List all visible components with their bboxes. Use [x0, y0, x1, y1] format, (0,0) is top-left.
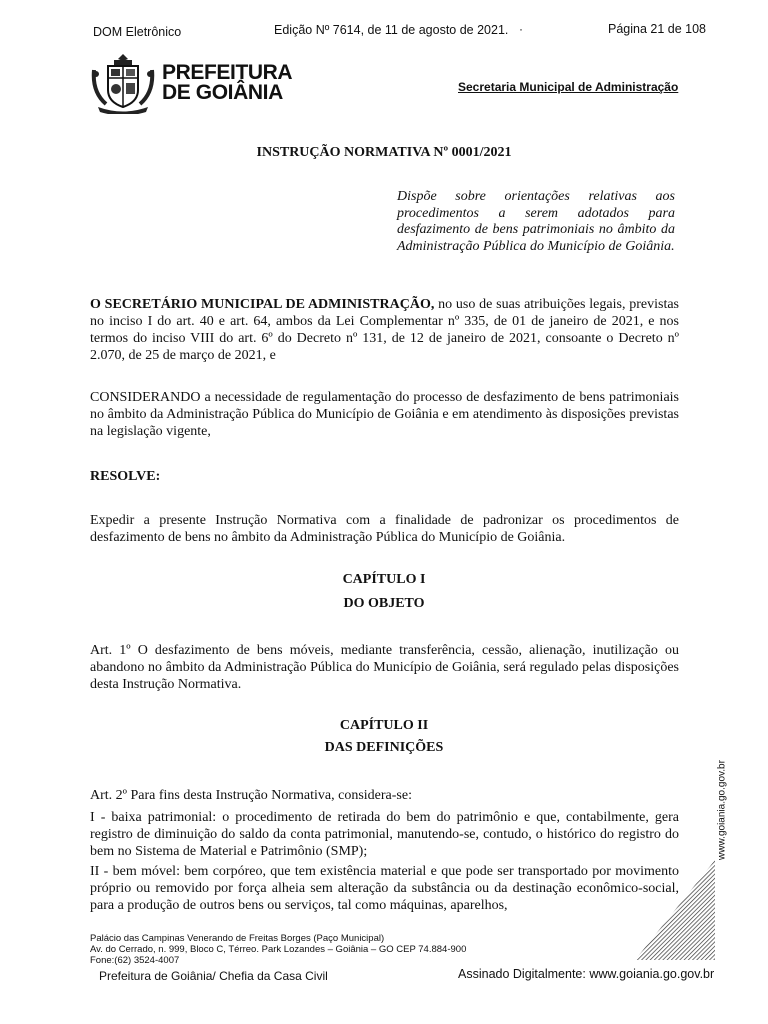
header-publication-name: DOM Eletrônico	[93, 25, 182, 39]
chapter-1-heading: CAPÍTULO I	[342, 572, 426, 587]
brand-line-2: DE GOIÂNIA	[162, 81, 283, 104]
header-dot-mark: ·	[519, 22, 523, 36]
document-title: INSTRUÇÃO NORMATIVA Nº 0001/2021	[256, 145, 512, 160]
coat-of-arms-icon	[90, 52, 156, 114]
footer-address-line-1: Palácio das Campinas Venerando de Freitas Borges (Paço Municipal)	[90, 933, 385, 944]
preamble-text: no uso de suas atribuições legais, previstas no inciso I do art. 40 e art. 64, ambos da Lei Complementar nº 335, de 01 de janeiro de 2021, e nos termos do inciso VIII do art. 6º do Decreto nº 131, de 12 de janeiro de 2021, consoante o Decreto nº 2.070, de 25 de março de 2021, e	[90, 297, 679, 363]
article-2-item-2: II - bem móvel: bem corpóreo, que tem existência material e que pode ser transportado por movimento próprio ou removido por força alheia sem alteração da substância ou da destinação econômico-social, para a produção de outros bens ou serviços, tal como máquinas, aparelhos,	[90, 864, 679, 913]
article-2-item-1: I - baixa patrimonial: o procedimento de retirada do bem do patrimônio e que, contabilmente, gera registro de diminuição do saldo da conta patrimonial, manutendo-se, contudo, o histórico do registro do bem no Sistema de Material e Patrimônio (SMP);	[90, 810, 679, 859]
brand-line-1: PREFEITURA	[162, 61, 293, 84]
side-url-text: www.goiania.go.gov.br	[716, 760, 728, 860]
footer-address	[90, 933, 466, 966]
considerando-paragraph: CONSIDERANDO a necessidade de regulamentação do processo de desfazimento de bens patrimoniais no âmbito da Administração Pública do Município de Goiânia e em atendimento às disposições previstas na legislação vigente,	[90, 390, 679, 439]
chapter-1-subtitle: DO OBJETO	[343, 596, 425, 611]
preamble-paragraph	[90, 296, 679, 364]
chapter-2-heading: CAPÍTULO II	[339, 718, 429, 733]
article-1: Art. 1º O desfazimento de bens móveis, mediante transferência, cessão, alienação, inutilização ou abandono no âmbito da Administração Pública do Município de Goiânia, será regulado pelas disposições desta Instrução Normativa.	[90, 643, 679, 692]
resolve-heading: RESOLVE:	[90, 469, 161, 484]
chapter-2-subtitle: DAS DEFINIÇÕES	[324, 740, 444, 755]
preamble-bold-lead: O SECRETÁRIO MUNICIPAL DE ADMINISTRAÇÃO,	[90, 297, 435, 312]
footer-signature-note: Assinado Digitalmente: www.goiania.go.gov.br	[458, 967, 715, 981]
expedir-paragraph: Expedir a presente Instrução Normativa com a finalidade de padronizar os procedimentos de desfazimento de bens no âmbito da Administração Pública do Município de Goiânia.	[90, 513, 679, 545]
corner-stamp-graphic	[635, 860, 715, 960]
header-page-number: Página 21 de 108	[608, 22, 707, 36]
brand-name	[162, 63, 292, 103]
header-edition: Edição Nº 7614, de 11 de agosto de 2021.	[274, 23, 509, 37]
document-summary: Dispõe sobre orientações relativas aos procedimentos a serem adotados para desfazimento de bens patrimoniais no âmbito da Administração Pública do Município de Goiânia.	[397, 189, 675, 254]
footer-address-line-3: Fone:(62) 3524-4007	[90, 955, 180, 966]
footer-address-line-2: Av. do Cerrado, n. 999, Bloco C, Térreo. Park Lozandes – Goiânia – GO CEP 74.884-900	[90, 944, 467, 955]
article-2: Art. 2º Para fins desta Instrução Normativa, considera-se:	[90, 788, 412, 803]
side-url	[716, 760, 728, 860]
footer-issuer: Prefeitura de Goiânia/ Chefia da Casa Civil	[99, 969, 328, 983]
department-name: Secretaria Municipal de Administração	[458, 80, 679, 94]
